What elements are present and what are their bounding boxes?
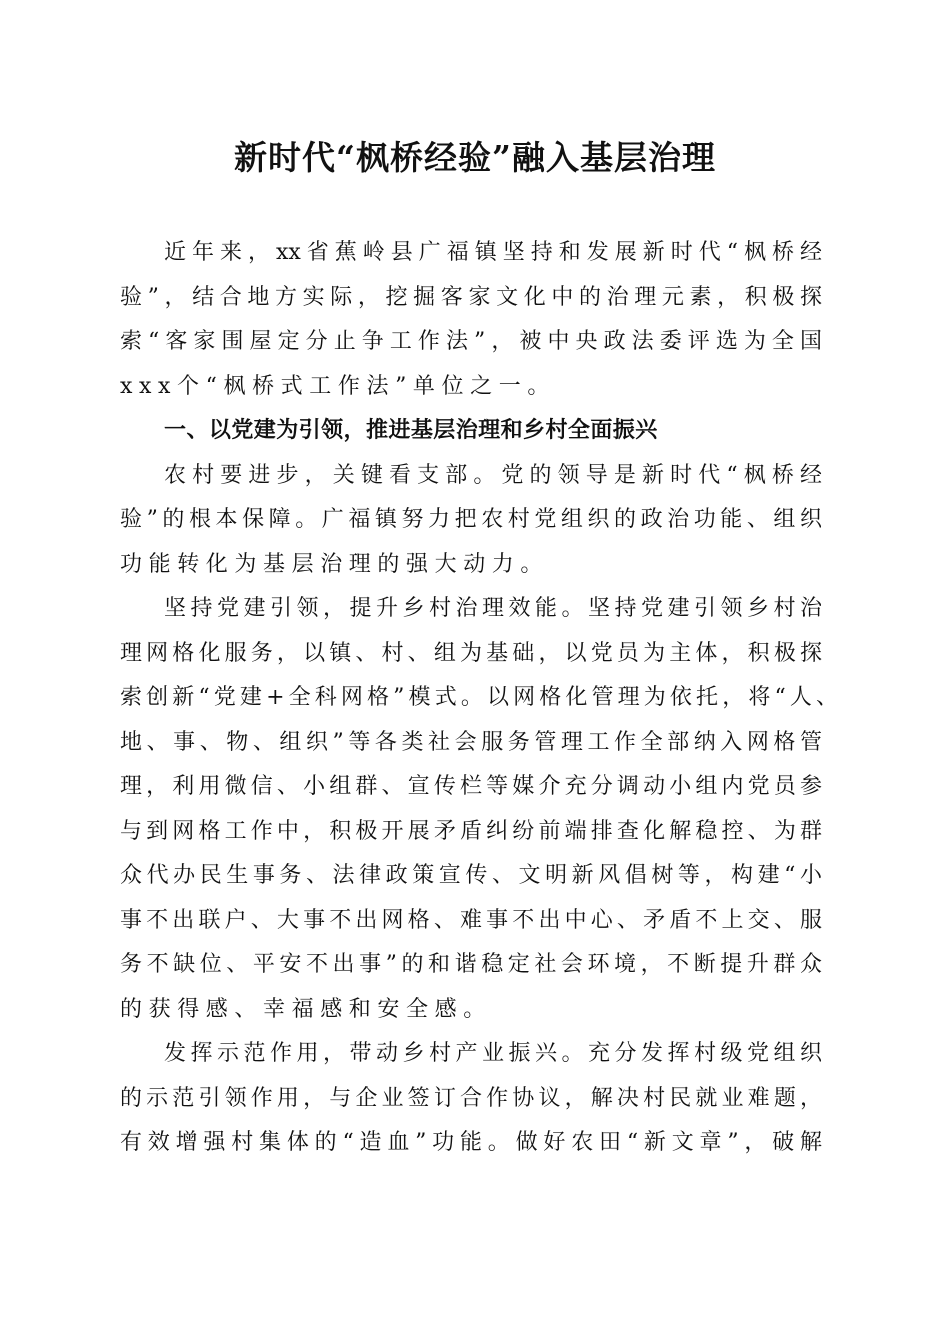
paragraph-line: 理，利用微信、小组群、宣传栏等媒介充分调动小组内党员参 bbox=[120, 774, 822, 799]
paragraph-line: 务不缺位、平安不出事”的和谐稳定社会环境，不断提升群众 bbox=[120, 952, 822, 977]
paragraph-line: 的获得感、幸福感和安全感。 bbox=[120, 996, 492, 1022]
paragraph-line: 索“客家围屋定分止争工作法”，被中央政法委评选为全国 bbox=[120, 329, 822, 354]
document-body bbox=[120, 231, 838, 1166]
paragraph-line: 农村要进步，关键看支部。党的领导是新时代“枫桥经 bbox=[164, 462, 822, 488]
paragraph-line: 与到网格工作中，积极开展矛盾纠纷前端排查化解稳控、为群 bbox=[120, 818, 822, 844]
paragraph-line: 有效增强村集体的“造血”功能。做好农田“新文章”，破解 bbox=[120, 1130, 822, 1155]
paragraph-line: 验”的根本保障。广福镇努力把农村党组织的政治功能、组织 bbox=[120, 507, 822, 532]
section-heading: 一、以党建为引领，推进基层治理和乡村全面振兴 bbox=[164, 418, 658, 443]
paragraph-line: 发挥示范作用，带动乡村产业振兴。充分发挥村级党组织 bbox=[164, 1041, 822, 1066]
paragraph-line: 验”，结合地方实际，挖掘客家文化中的治理元素，积极探 bbox=[120, 284, 822, 310]
document-title: 新时代“枫桥经验”融入基层治理 bbox=[234, 138, 716, 177]
paragraph-line: 众代办民生事务、法律政策宣传、文明新风倡树等，构建“小 bbox=[120, 863, 822, 888]
paragraph-line: 近年来，xx省蕉岭县广福镇坚持和发展新时代“枫桥经 bbox=[164, 240, 822, 265]
paragraph-line: 事不出联户、大事不出网格、难事不出中心、矛盾不上交、服 bbox=[120, 907, 822, 933]
paragraph-line: 坚持党建引领，提升乡村治理效能。坚持党建引领乡村治 bbox=[164, 596, 822, 621]
paragraph-line: 功能转化为基层治理的强大动力。 bbox=[120, 551, 550, 577]
paragraph-line: 的示范引领作用，与企业签订合作协议，解决村民就业难题， bbox=[120, 1085, 822, 1111]
paragraph-line: xxx个“枫桥式工作法”单位之一。 bbox=[120, 373, 556, 399]
paragraph-line: 索创新“党建+全科网格”模式。以网格化管理为依托，将“人、 bbox=[120, 685, 838, 710]
paragraph-line: 地、事、物、组织”等各类社会服务管理工作全部纳入网格管 bbox=[120, 729, 822, 755]
paragraph-line: 理网格化服务，以镇、村、组为基础，以党员为主体，积极探 bbox=[120, 640, 822, 666]
